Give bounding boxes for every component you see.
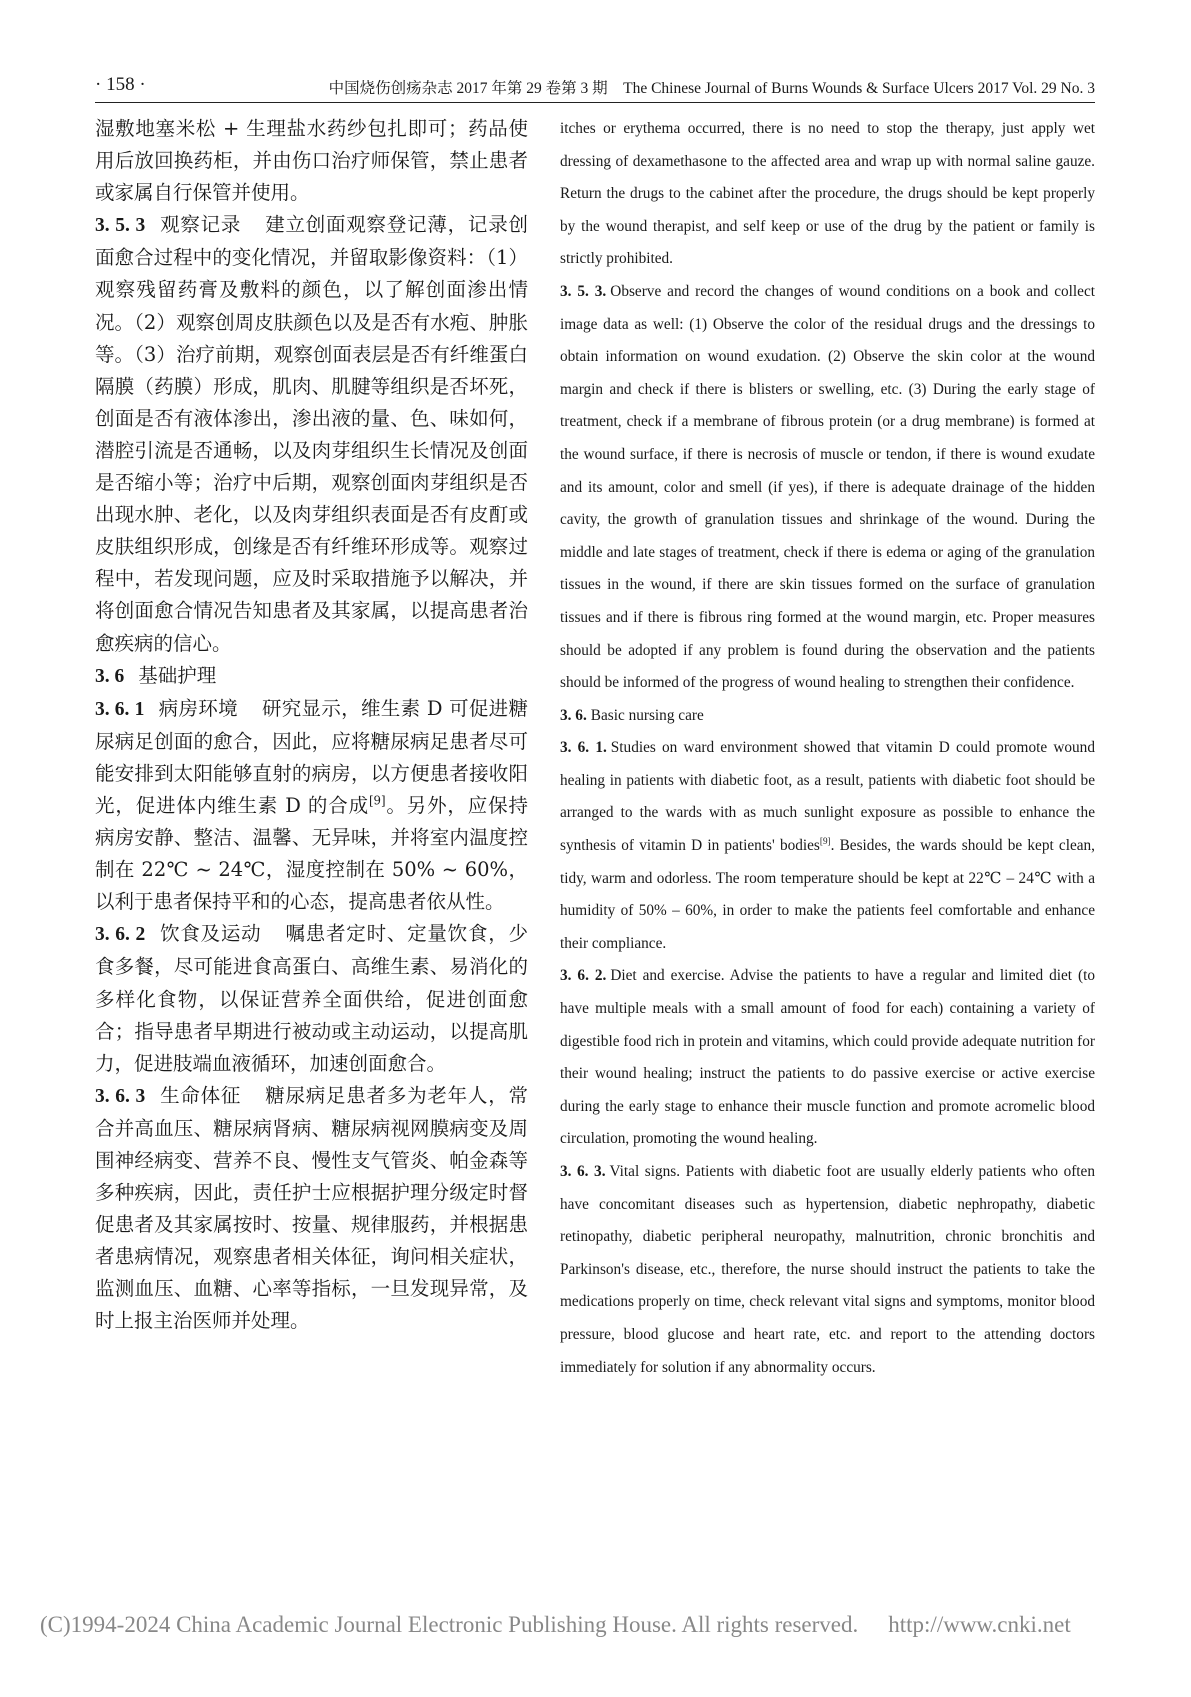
section-3-6-2 <box>560 960 1095 1156</box>
section-title: Basic nursing care <box>590 706 704 724</box>
section-number: 3. 6. 2 <box>95 924 146 946</box>
section-text-cont: 。另外，应保持病房安静、整洁、温馨、无异味，并将室内温度控制在 22℃ ~ 24℃，湿度控制在 50% ~ 60%，以利于患者保持平和的心态，提高患者依从性。 <box>95 793 528 914</box>
section-number: 3. 6. 3. <box>560 1163 606 1180</box>
section-number: 3. 6 <box>95 665 125 687</box>
section-number: 3. 6. 3 <box>95 1085 146 1107</box>
section-title: 病房环境 <box>158 696 238 720</box>
section-number: 3. 5. 3. <box>560 282 607 300</box>
section-3-6-1 <box>95 693 528 919</box>
chinese-column <box>95 113 528 1338</box>
journal-citation: 中国烧伤创疡杂志 2017 年第 29 卷第 3 期 The Chinese Journal of Burns Wounds & Surface Ulcers 2017 Vol. 29 No. 3 <box>328 80 1095 97</box>
section-number: 3. 6. <box>560 706 587 724</box>
cnki-url[interactable]: http://www.cnki.net <box>888 1612 1071 1637</box>
section-text: Vital signs. Patients with diabetic foot are usually elderly patients who often have concomitant diseases such as hypertension, diabetic nephropathy, diabetic retinopathy, diabetic peripheral neuropathy, malnutrition, chronic bronchitis and Parkinson's disease, etc., therefore, the nurse should instruct the patients to take the medications properly on time, check relevant vital signs and symptoms, monitor blood pressure, blood glucose and heart rate, etc. and report to the attending doctors immediately for solution if any abnormality occurs. <box>560 1163 1095 1376</box>
section-text: Studies on ward environment showed that vitamin D could promote wound healing in patients with diabetic foot, as a result, patients with diabetic foot should be arranged to the wards with as much sunlight exposure as possible to enhance the synthesis of vitamin D in patients' bodies <box>560 739 1095 855</box>
section-title: 观察记录 <box>159 213 242 237</box>
section-number: 3. 6. 1 <box>95 698 145 720</box>
section-3-6-3 <box>560 1156 1095 1384</box>
page-number: · 158 · <box>95 74 146 95</box>
section-number: 3. 6. 2. <box>560 967 607 985</box>
section-3-6-3 <box>95 1080 528 1338</box>
section-3-5-3 <box>560 276 1095 700</box>
section-title: 基础护理 <box>138 663 217 687</box>
section-text: 建立创面观察登记薄，记录创面愈合过程中的变化情况，并留取影像资料：（1）观察残留药膏及敷料的颜色，以了解创面渗出情况。（2）观察创周皮肤颜色以及是否有水疱、肿胀等。（3）治疗前期，观察创面表层是否有纤维蛋白隔膜（药膜）形成，肌肉、肌腱等组织是否坏死，创面是否有液体渗出，渗出液的量、色、味如何，潜腔引流是否通畅，以及肉芽组织生长情况及创面是否缩小等；治疗中后期，观察创面肉芽组织是否出现水肿、老化，以及肉芽组织表面是否有皮酊或皮肤组织形成，创缘是否有纤维环形成等。观察过程中，若发现问题，应及时采取措施予以解决，并将创面愈合情况告知患者及其家属，以提高患者治愈疾病的信心。 <box>95 213 528 655</box>
paragraph-continued: 湿敷地塞米松 + 生理盐水药纱包扎即可；药品使用后放回换药柜，并由伤口治疗师保管，禁止患者或家属自行保管并使用。 <box>95 117 528 205</box>
section-number: 3. 6. 1. <box>560 739 607 757</box>
heading-3-6 <box>560 700 1095 733</box>
running-header <box>95 72 1095 103</box>
section-text: 研究显示，维生素 D 可促进糖尿病足创面的愈合，因此，应将糖尿病足患者尽可能安排到太阳能够直射的病房，以方便患者接收阳光，促进体内维生素 D 的合成 <box>95 696 528 817</box>
section-text: Diet and exercise. Advise the patients to have a regular and limited diet (to have multiple meals with a small amount of food for each) containing a variety of digestible food rich in protein and vitamins, which could provide adequate nutrition for their wound healing; instruct the patients to do passive exercise or active exercise during the early stage to enhance their muscle function and promote acromelic blood circulation, promoting the wound healing. <box>560 967 1095 1148</box>
section-text: 糖尿病足患者多为老年人，常合并高血压、糖尿病肾病、糖尿病视网膜病变及周围神经病变、营养不良、慢性支气管炎、帕金森等多种疾病，因此，责任护士应根据护理分级定时督促患者及其家属按时、按量、规律服药，并根据患者患病情况，观察患者相关体征，询问相关症状，监测血压、血糖、心率等指标，一旦发现异常，及时上报主治医师并处理。 <box>95 1083 528 1333</box>
reference-marker: [9] <box>368 793 386 808</box>
reference-marker: [9] <box>819 835 831 846</box>
section-number: 3. 5. 3 <box>95 215 146 237</box>
copyright-footer <box>40 1612 1160 1638</box>
section-text: Observe and record the changes of wound conditions on a book and collect image data as well: (1) Observe the color of the residual drugs and the dressings to obtain information on wound exudation. (2) Observe the skin color at the wound margin and check if there is blisters or swelling, etc. (3) During the early stage of treatment, check if a membrane of fibrous protein (or a drug membrane) is formed at the wound surface, if there is necrosis of muscle or tendon, if there is wound exudate and its amount, color and smell (if yes), if there is adequate drainage of the hidden cavity, the growth of granulation tissues and shrinkage of the wound. During the middle and late stages of treatment, check if there is edema or aging of the granulation tissues in the wound, if there are skin tissues formed on the surface of granulation tissues and if there is fibrous ring formed at the wound margin, etc. Proper measures should be adopted if any problem is found during the observation and the patients should be informed of the progress of wound healing to strengthen their confidence. <box>560 282 1095 692</box>
section-title: 生命体征 <box>159 1083 242 1107</box>
section-3-6-1 <box>560 732 1095 960</box>
section-title: 饮食及运动 <box>159 922 262 946</box>
section-text: 嘱患者定时、定量饮食，少食多餐，尽可能进食高蛋白、高维生素、易消化的多样化食物，以保证营养全面供给，促进创面愈合；指导患者早期进行被动或主动运动，以提高肌力，促进肢端血液循环，加速创面愈合。 <box>95 922 528 1075</box>
copyright-text: (C)1994-2024 China Academic Journal Electronic Publishing House. All rights reserved. <box>40 1612 859 1637</box>
section-text-cont: . Besides, the wards should be kept clean, tidy, warm and odorless. The room temperature should be kept at 22℃ – 24℃ with a humidity of 50% – 60%, in order to make the patients feel comfortable and enhance their compliance. <box>560 837 1095 952</box>
section-3-6-2 <box>95 918 528 1079</box>
heading-3-6 <box>95 660 528 693</box>
section-3-5-3 <box>95 209 528 659</box>
english-column <box>560 113 1095 1384</box>
paragraph-continued: itches or erythema occurred, there is no need to stop the therapy, just apply wet dressing of dexamethasone to the affected area and wrap up with normal saline gauze. Return the drugs to the cabinet after the procedure, the drugs should be kept properly by the wound therapist, and self keep or use of the drug by the patient or family is strictly prohibited. <box>560 120 1095 268</box>
